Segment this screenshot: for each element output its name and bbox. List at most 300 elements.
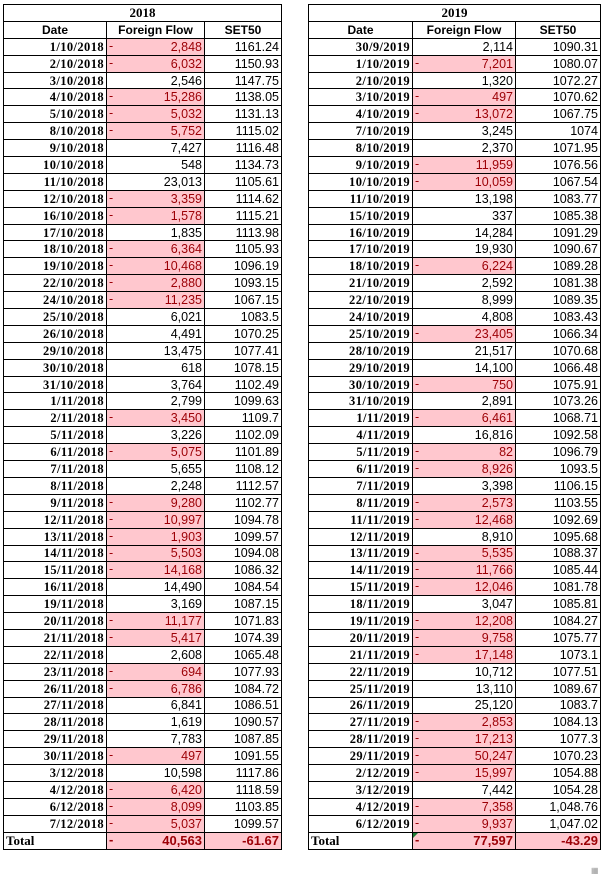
flow-value: 5,075 — [170, 445, 202, 460]
flow-value: 11,959 — [475, 157, 513, 172]
table-row — [4, 579, 282, 596]
flow-value: 82 — [499, 445, 513, 460]
date-cell: 2/12/2019 — [309, 765, 413, 782]
minus-sign: - — [109, 275, 114, 290]
set50-cell: 1093.15 — [205, 275, 282, 292]
foreign-flow-cell — [413, 731, 516, 748]
table-row — [4, 258, 282, 275]
date-cell: 1/10/2018 — [4, 38, 107, 55]
flow-value: 9,937 — [481, 816, 513, 831]
table-row — [309, 275, 601, 292]
set50-cell: 1067.75 — [516, 106, 601, 123]
flow-value: 5,752 — [170, 124, 202, 139]
foreign-flow-cell — [107, 748, 205, 765]
date-cell: 25/10/2019 — [309, 325, 413, 342]
set50-cell: 1081.78 — [516, 579, 601, 596]
set50-cell: 1091.55 — [205, 748, 282, 765]
date-cell: 4/10/2018 — [4, 89, 107, 106]
table-row — [309, 427, 601, 444]
table-row — [309, 697, 601, 714]
foreign-flow-cell — [413, 258, 516, 275]
set50-cell: 1067.54 — [516, 173, 601, 190]
table-row — [4, 663, 282, 680]
date-cell: 6/11/2018 — [4, 444, 107, 461]
flow-value: 4,491 — [170, 326, 202, 341]
date-cell: 15/11/2018 — [4, 562, 107, 579]
foreign-flow-cell — [107, 461, 205, 478]
minus-sign: - — [109, 444, 114, 459]
flow-value: 14,490 — [163, 580, 202, 595]
foreign-flow-cell — [107, 477, 205, 494]
flow-value: 7,783 — [170, 732, 202, 747]
set50-cell: 1083.7 — [516, 697, 601, 714]
set50-cell: 1084.13 — [516, 714, 601, 731]
flow-value: 6,021 — [170, 309, 202, 324]
flow-value: 25,120 — [474, 698, 513, 713]
table-row — [4, 511, 282, 528]
set50-cell: 1066.48 — [516, 359, 601, 376]
date-cell: 19/11/2019 — [309, 613, 413, 630]
set50-cell: 1108.12 — [205, 461, 282, 478]
set50-cell: 1078.15 — [205, 359, 282, 376]
foreign-flow-cell — [107, 393, 205, 410]
set50-cell: 1088.37 — [516, 545, 601, 562]
set50-cell: 1090.31 — [516, 38, 601, 55]
flow-value: 618 — [181, 360, 202, 375]
flow-value: 8,910 — [481, 529, 513, 544]
flow-value: 3,226 — [170, 428, 202, 443]
date-cell: 18/10/2019 — [309, 258, 413, 275]
minus-sign: - — [415, 511, 420, 526]
date-cell: 26/11/2019 — [309, 697, 413, 714]
minus-sign: - — [415, 832, 420, 847]
set50-column-header: SET50 — [516, 21, 601, 38]
set50-cell: 1105.93 — [205, 241, 282, 258]
foreign-flow-cell — [413, 444, 516, 461]
date-cell: 6/12/2018 — [4, 798, 107, 815]
flow-value: 13,110 — [475, 681, 513, 696]
foreign-flow-cell — [413, 359, 516, 376]
table-row — [4, 477, 282, 494]
minus-sign: - — [109, 629, 114, 644]
flow-value: 7,358 — [481, 799, 513, 814]
total-flow-value: 77,597 — [473, 832, 513, 848]
foreign-flow-cell — [107, 173, 205, 190]
set50-cell: 1102.49 — [205, 376, 282, 393]
foreign-flow-cell — [413, 224, 516, 241]
table-row — [4, 325, 282, 342]
date-cell: 21/11/2018 — [4, 629, 107, 646]
total-foreign-flow — [107, 832, 205, 849]
foreign-flow-cell — [413, 697, 516, 714]
set50-cell: 1138.05 — [205, 89, 282, 106]
flow-value: 12,208 — [474, 614, 513, 628]
table-row — [309, 123, 601, 140]
set50-cell: 1054.28 — [516, 781, 601, 798]
table-row — [309, 157, 601, 174]
set50-cell: 1087.15 — [205, 596, 282, 613]
set50-cell: 1086.32 — [205, 562, 282, 579]
table-row — [309, 748, 601, 765]
set50-cell: 1094.78 — [205, 511, 282, 528]
date-cell: 28/10/2019 — [309, 342, 413, 359]
flow-value: 15,286 — [163, 90, 202, 105]
table-row — [309, 461, 601, 478]
date-cell: 26/10/2018 — [4, 325, 107, 342]
flow-value: 17,213 — [474, 732, 513, 747]
table-row — [309, 444, 601, 461]
foreign-flow-cell — [413, 309, 516, 326]
foreign-flow-cell — [107, 359, 205, 376]
flow-value: 8,926 — [481, 461, 513, 476]
foreign-flow-cell — [107, 545, 205, 562]
year-header: 2018 — [4, 5, 282, 22]
set50-column-header: SET50 — [205, 21, 282, 38]
table-row — [4, 629, 282, 646]
table-row — [4, 393, 282, 410]
set50-cell: 1147.75 — [205, 72, 282, 89]
set50-cell: 1066.34 — [516, 325, 601, 342]
set50-cell: 1109.7 — [205, 410, 282, 427]
foreign-flow-cell — [107, 798, 205, 815]
flow-value: 11,235 — [164, 293, 202, 308]
set50-cell: 1070.25 — [205, 325, 282, 342]
flow-value: 1,320 — [481, 73, 513, 88]
date-cell: 7/12/2018 — [4, 815, 107, 832]
flow-value: 17,148 — [474, 647, 513, 662]
table-row — [309, 342, 601, 359]
date-cell: 18/11/2019 — [309, 596, 413, 613]
total-label: Total — [4, 832, 107, 849]
foreign-flow-cell — [107, 815, 205, 832]
date-cell: 29/11/2019 — [309, 748, 413, 765]
set50-cell: 1105.61 — [205, 173, 282, 190]
foreign-flow-cell — [107, 781, 205, 798]
date-cell: 3/12/2019 — [309, 781, 413, 798]
flow-value: 2,853 — [481, 715, 513, 730]
table-row — [309, 562, 601, 579]
set50-cell: 1070.68 — [516, 342, 601, 359]
set50-cell: 1083.43 — [516, 309, 601, 326]
foreign-flow-cell — [413, 613, 516, 630]
date-cell: 2/10/2018 — [4, 55, 107, 72]
foreign-flow-cell — [413, 528, 516, 545]
set50-cell: 1077.51 — [516, 663, 601, 680]
set50-cell: 1090.57 — [205, 714, 282, 731]
table-row — [309, 258, 601, 275]
foreign-flow-cell — [413, 173, 516, 190]
minus-sign: - — [109, 89, 114, 104]
foreign-flow-cell — [107, 596, 205, 613]
date-cell: 8/11/2019 — [309, 494, 413, 511]
table-row — [309, 731, 601, 748]
date-cell: 29/10/2018 — [4, 342, 107, 359]
set50-cell: 1,047.02 — [516, 815, 601, 832]
set50-cell: 1065.48 — [205, 646, 282, 663]
table-row — [4, 731, 282, 748]
flow-value: 2,546 — [170, 73, 202, 88]
date-cell: 22/11/2019 — [309, 663, 413, 680]
table-row — [4, 140, 282, 157]
flow-value: 15,997 — [474, 766, 513, 781]
set50-cell: 1096.79 — [516, 444, 601, 461]
foreign-flow-cell — [107, 241, 205, 258]
date-cell: 6/11/2019 — [309, 461, 413, 478]
set50-cell: 1072.27 — [516, 72, 601, 89]
flow-value: 1,578 — [170, 208, 202, 223]
table-row — [4, 646, 282, 663]
date-cell: 17/10/2019 — [309, 241, 413, 258]
foreign-flow-cell — [107, 579, 205, 596]
table-row — [309, 207, 601, 224]
table-row — [309, 765, 601, 782]
table-row — [309, 410, 601, 427]
date-cell: 2/10/2019 — [309, 72, 413, 89]
flow-value: 1,619 — [170, 715, 202, 730]
date-cell: 20/11/2018 — [4, 613, 107, 630]
minus-sign: - — [109, 190, 114, 205]
table-row — [309, 190, 601, 207]
table-row — [4, 748, 282, 765]
flow-value: 548 — [181, 157, 202, 172]
flow-value: 2,573 — [481, 495, 513, 510]
table-row — [309, 613, 601, 630]
minus-sign: - — [415, 798, 420, 813]
date-cell: 16/11/2018 — [4, 579, 107, 596]
foreign-flow-cell — [413, 89, 516, 106]
table-row — [4, 781, 282, 798]
flow-value: 2,248 — [170, 478, 202, 493]
flow-value: 14,168 — [163, 563, 202, 578]
foreign-flow-cell — [107, 89, 205, 106]
flow-value: 5,655 — [170, 461, 202, 476]
flow-value: 11,177 — [164, 614, 202, 628]
foreign-flow-cell — [413, 275, 516, 292]
set50-cell: 1092.58 — [516, 427, 601, 444]
date-cell: 5/11/2019 — [309, 444, 413, 461]
date-cell: 15/11/2019 — [309, 579, 413, 596]
table-row — [4, 815, 282, 832]
date-cell: 13/11/2018 — [4, 528, 107, 545]
set50-cell: 1099.57 — [205, 815, 282, 832]
foreign-flow-cell — [413, 106, 516, 123]
table-row — [4, 292, 282, 309]
minus-sign: - — [109, 832, 114, 847]
foreign-flow-cell — [107, 562, 205, 579]
flow-value: 2,114 — [482, 39, 513, 54]
date-cell: 4/11/2019 — [309, 427, 413, 444]
table-row — [309, 528, 601, 545]
foreign-flow-cell — [413, 494, 516, 511]
date-cell: 7/11/2018 — [4, 461, 107, 478]
foreign-flow-cell — [107, 646, 205, 663]
date-cell: 12/10/2018 — [4, 190, 107, 207]
foreign-flow-cell — [413, 748, 516, 765]
table-row — [309, 545, 601, 562]
date-cell: 19/10/2018 — [4, 258, 107, 275]
minus-sign: - — [415, 731, 420, 746]
date-cell: 23/11/2018 — [4, 663, 107, 680]
flow-value: 5,417 — [170, 630, 202, 645]
flow-value: 1,835 — [170, 225, 202, 240]
foreign-flow-cell — [413, 714, 516, 731]
table-row — [309, 359, 601, 376]
table-row — [309, 106, 601, 123]
date-cell: 28/11/2018 — [4, 714, 107, 731]
flow-value: 2,880 — [170, 276, 202, 291]
date-cell: 10/10/2018 — [4, 157, 107, 174]
flow-value: 2,891 — [481, 394, 513, 409]
foreign-flow-cell — [107, 224, 205, 241]
date-cell: 30/10/2019 — [309, 376, 413, 393]
set50-cell: 1090.67 — [516, 241, 601, 258]
set50-cell: 1086.51 — [205, 697, 282, 714]
foreign-flow-cell — [107, 494, 205, 511]
year-header: 2019 — [309, 5, 601, 22]
minus-sign: - — [415, 376, 420, 391]
flow-value: 6,364 — [170, 242, 202, 257]
foreign-flow-cell — [413, 815, 516, 832]
table-row — [4, 157, 282, 174]
flow-value: 2,799 — [170, 394, 202, 409]
flow-value: 19,930 — [474, 242, 513, 257]
foreign-flow-cell — [107, 207, 205, 224]
date-cell: 8/10/2019 — [309, 140, 413, 157]
flow-value: 5,535 — [481, 546, 513, 561]
set50-cell: 1096.19 — [205, 258, 282, 275]
date-cell: 6/12/2019 — [309, 815, 413, 832]
flow-value: 6,841 — [170, 698, 202, 713]
table-row — [4, 494, 282, 511]
date-cell: 5/10/2018 — [4, 106, 107, 123]
foreign-flow-cell — [413, 376, 516, 393]
resize-grip-icon[interactable]: ▦ — [591, 866, 599, 875]
date-cell: 11/10/2019 — [309, 190, 413, 207]
flow-value: 4,808 — [481, 309, 513, 324]
minus-sign: - — [415, 325, 420, 340]
table-row — [4, 798, 282, 815]
table-row — [309, 89, 601, 106]
table-row — [309, 511, 601, 528]
table-row — [309, 140, 601, 157]
minus-sign: - — [109, 55, 114, 70]
table-row — [4, 444, 282, 461]
date-cell: 14/11/2018 — [4, 545, 107, 562]
table-row — [4, 697, 282, 714]
set50-cell: 1116.48 — [205, 140, 282, 157]
minus-sign: - — [109, 663, 114, 678]
date-cell: 26/11/2018 — [4, 680, 107, 697]
foreign-flow-cell — [107, 55, 205, 72]
table-row — [4, 55, 282, 72]
flow-value: 6,786 — [170, 681, 202, 696]
set50-cell: 1102.09 — [205, 427, 282, 444]
table-row — [4, 545, 282, 562]
date-cell: 4/12/2019 — [309, 798, 413, 815]
foreign-flow-cell — [107, 765, 205, 782]
foreign-flow-cell — [107, 38, 205, 55]
date-cell: 31/10/2019 — [309, 393, 413, 410]
date-cell: 25/10/2018 — [4, 309, 107, 326]
minus-sign: - — [415, 629, 420, 644]
minus-sign: - — [109, 562, 114, 577]
set50-cell: 1,048.76 — [516, 798, 601, 815]
minus-sign: - — [109, 511, 114, 526]
minus-sign: - — [415, 106, 420, 121]
minus-sign: - — [109, 410, 114, 425]
date-cell: 1/11/2019 — [309, 410, 413, 427]
table-row — [4, 376, 282, 393]
set50-cell: 1118.59 — [205, 781, 282, 798]
set50-cell: 1102.77 — [205, 494, 282, 511]
set50-cell: 1084.54 — [205, 579, 282, 596]
flow-value: 3,169 — [170, 597, 202, 612]
table-row — [309, 629, 601, 646]
flow-value: 2,848 — [170, 39, 202, 54]
set50-cell: 1115.02 — [205, 123, 282, 140]
set50-cell: 1095.68 — [516, 528, 601, 545]
set50-cell: 1161.24 — [205, 38, 282, 55]
flow-value: 3,764 — [170, 377, 202, 392]
date-cell: 7/11/2019 — [309, 477, 413, 494]
date-cell: 1/11/2018 — [4, 393, 107, 410]
date-cell: 28/11/2019 — [309, 731, 413, 748]
date-cell: 12/11/2018 — [4, 511, 107, 528]
flow-value: 13,198 — [474, 191, 513, 206]
foreign-flow-cell — [107, 613, 205, 630]
table-row — [309, 579, 601, 596]
set50-cell: 1099.57 — [205, 528, 282, 545]
date-cell: 19/11/2018 — [4, 596, 107, 613]
date-cell: 29/11/2018 — [4, 731, 107, 748]
set50-cell: 1150.93 — [205, 55, 282, 72]
set50-cell: 1099.63 — [205, 393, 282, 410]
foreign-flow-cell — [413, 140, 516, 157]
flow-value: 12,468 — [474, 512, 513, 527]
table-row — [4, 528, 282, 545]
set50-cell: 1117.86 — [205, 765, 282, 782]
foreign-flow-cell — [413, 157, 516, 174]
minus-sign: - — [415, 55, 420, 70]
flow-value: 14,100 — [474, 360, 513, 375]
set50-cell: 1112.57 — [205, 477, 282, 494]
table-row — [309, 38, 601, 55]
minus-sign: - — [109, 528, 114, 543]
table-row — [4, 190, 282, 207]
flow-value: 3,398 — [481, 478, 513, 493]
flow-value: 9,280 — [170, 495, 202, 510]
total-set50: -61.67 — [205, 832, 282, 849]
set50-cell: 1076.56 — [516, 157, 601, 174]
date-cell: 2/11/2018 — [4, 410, 107, 427]
flow-value: 11,766 — [475, 563, 513, 578]
set50-cell: 1134.73 — [205, 157, 282, 174]
table-row — [4, 680, 282, 697]
minus-sign: - — [415, 444, 420, 459]
flow-value: 750 — [492, 377, 513, 392]
table-row — [4, 106, 282, 123]
flow-value: 10,712 — [474, 664, 513, 679]
foreign-flow-cell — [107, 511, 205, 528]
table-row — [309, 680, 601, 697]
set50-cell: 1085.38 — [516, 207, 601, 224]
table-row — [309, 224, 601, 241]
date-cell: 18/10/2018 — [4, 241, 107, 258]
table-row — [309, 309, 601, 326]
foreign-flow-cell — [413, 241, 516, 258]
table-row — [4, 765, 282, 782]
minus-sign: - — [415, 646, 420, 661]
